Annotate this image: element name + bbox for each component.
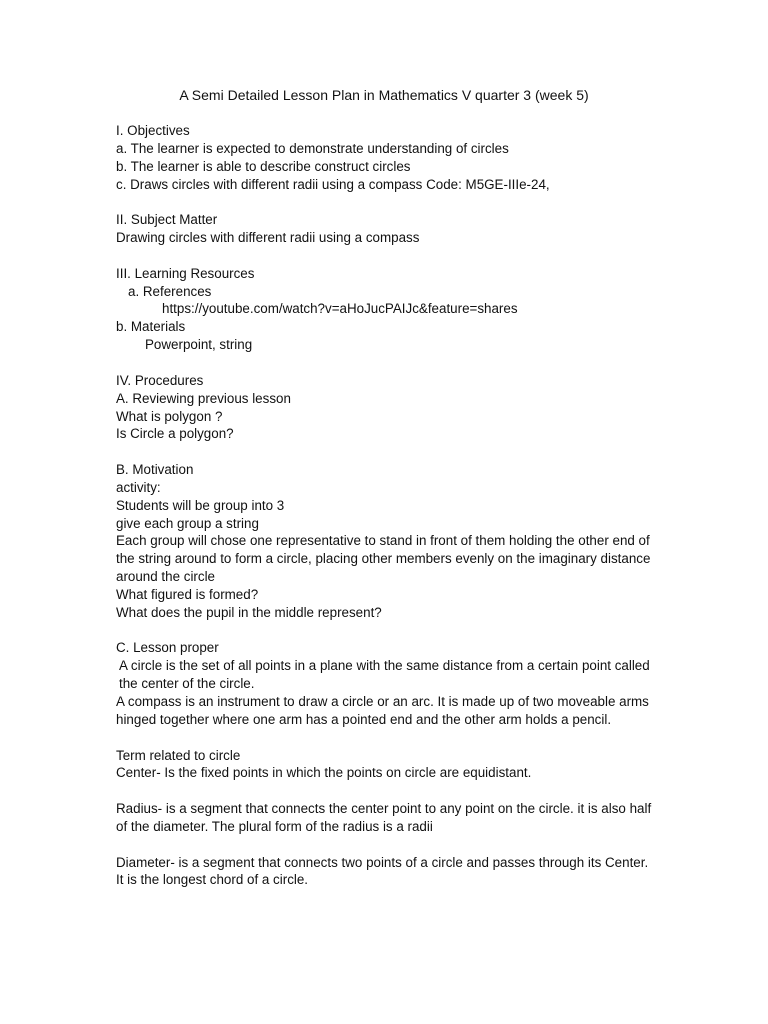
motivation-line-2: give each group a string — [116, 515, 259, 531]
circle-definition: A circle is the set of all points in a plane with the same distance from a certain point called the center of the circle. — [119, 658, 650, 692]
procedures-heading: IV. Procedures — [116, 372, 204, 388]
spacer — [116, 622, 656, 640]
references-url: https://youtube.com/watch?v=aHoJucPAIJc&feature=shares — [162, 301, 518, 317]
term-center: Center- Is the fixed points in which the points on circle are equidistant. — [116, 765, 532, 781]
spacer — [116, 729, 656, 747]
motivation-line-1: Students will be group into 3 — [116, 497, 285, 513]
term-radius: Radius- is a segment that connects the center point to any point on the circle. it is also half of the diameter. The plural form of the radius is a radii — [116, 801, 652, 834]
motivation-question-2: What does the pupil in the middle represent? — [116, 604, 382, 620]
spacer — [116, 782, 656, 800]
terms-heading: Term related to circle — [116, 747, 241, 763]
review-question-2: Is Circle a polygon? — [116, 426, 234, 442]
materials-label: b. Materials — [116, 319, 186, 335]
lesson-plan-title: A Semi Detailed Lesson Plan in Mathematics V quarter 3 (week 5) — [179, 87, 589, 103]
activity-label: activity: — [116, 479, 161, 495]
compass-definition: A compass is an instrument to draw a circle or an arc. It is made up of two moveable arms hinged together where one arm has a pointed end and the other arm holds a pencil. — [116, 694, 649, 727]
review-question-1: What is polygon ? — [116, 408, 223, 424]
spacer — [116, 354, 656, 372]
lesson-proper-heading: C. Lesson proper — [116, 640, 219, 656]
objective-item-a: a. The learner is expected to demonstrate understanding of circles — [116, 140, 509, 156]
references-label: a. References — [128, 283, 212, 299]
subject-matter-heading: II. Subject Matter — [116, 212, 218, 228]
term-diameter: Diameter- is a segment that connects two points of a circle and passes through its Center. It is the longest chord of a circle. — [116, 854, 649, 888]
subject-matter-text: Drawing circles with different radii using a compass — [116, 230, 420, 246]
spacer — [116, 247, 656, 265]
learning-resources-heading: III. Learning Resources — [116, 265, 255, 281]
spacer — [116, 443, 656, 461]
objectives-heading: I. Objectives — [116, 123, 190, 138]
document-body — [116, 122, 656, 889]
spacer — [116, 836, 656, 854]
objective-item-b: b. The learner is able to describe construct circles — [116, 158, 411, 174]
review-heading: A. Reviewing previous lesson — [116, 390, 291, 406]
objective-item-c: c. Draws circles with different radii using a compass Code: M5GE-IIIe-24, — [116, 176, 550, 192]
motivation-question-1: What figured is formed? — [116, 586, 259, 602]
materials-text: Powerpoint, string — [145, 337, 253, 353]
spacer — [116, 193, 656, 211]
motivation-paragraph: Each group will chose one representative to stand in front of them holding the other end of the string around to form a circle, placing other members evenly on the imaginary distance around the circle — [116, 533, 651, 585]
motivation-heading: B. Motivation — [116, 462, 194, 478]
